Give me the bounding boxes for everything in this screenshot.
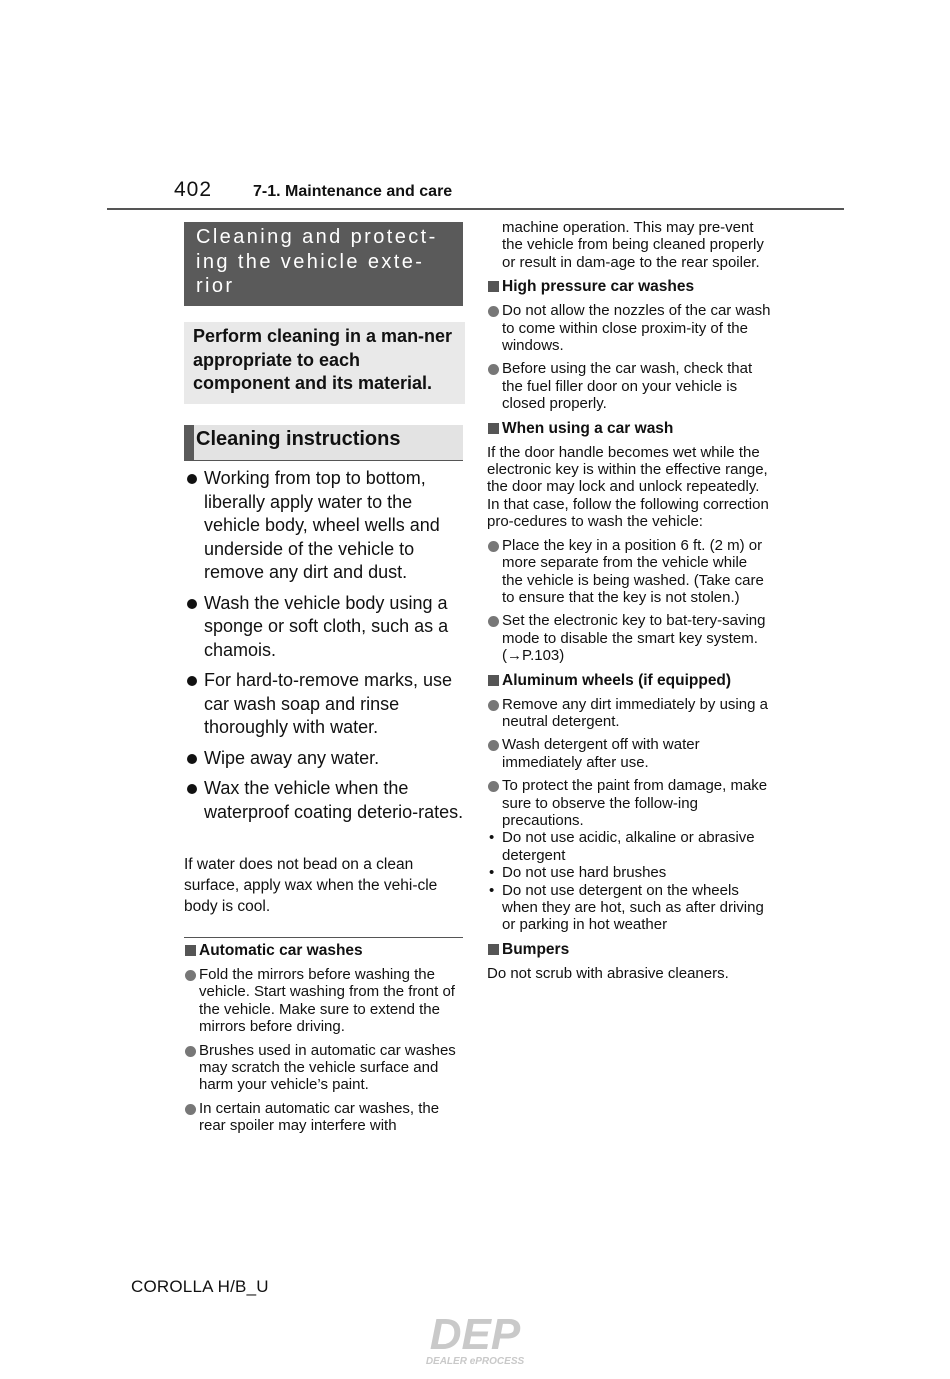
circle-bullet-icon — [185, 970, 196, 981]
automatic-list — [184, 966, 469, 1135]
chapter-heading-box — [184, 222, 463, 306]
car-wash-list — [487, 537, 772, 665]
subheading-box — [184, 425, 463, 461]
bullet-icon — [187, 676, 197, 686]
circle-bullet-icon — [488, 306, 499, 317]
section-divider — [184, 937, 463, 938]
list-item: • Do not use detergent on the wheels when they are hot, such as after driving or parking in hot weather — [489, 881, 764, 934]
circle-bullet-icon — [488, 781, 499, 792]
lead-box — [184, 322, 465, 404]
right-column — [487, 219, 772, 982]
wax-note: If water does not bead on a clean surface, apply wax when the vehi-cle body is cool. — [184, 856, 438, 915]
list-item: Before using the car wash, check that the fuel filler door on your vehicle is closed properly. — [487, 360, 772, 412]
square-bullet-icon — [488, 675, 499, 686]
list-item: Set the electronic key to bat-tery-saving mode to disable the smart key system. (→P.103) — [487, 612, 772, 664]
aluminum-list — [487, 696, 772, 830]
list-item: Wax the vehicle when the waterproof coating deterio-rates. — [184, 777, 469, 824]
bullet-icon — [187, 784, 197, 794]
logo-mark: DEP — [429, 1311, 521, 1359]
circle-bullet-icon — [185, 1046, 196, 1057]
dealer-eprocess-logo — [404, 1311, 546, 1367]
circle-bullet-icon — [488, 616, 499, 627]
list-item: For hard-to-remove marks, use car wash soap and rinse thoroughly with water. — [184, 669, 469, 740]
header-rule — [107, 208, 844, 210]
list-item: Wash the vehicle body using a sponge or soft cloth, such as a chamois. — [184, 592, 469, 663]
section-title: 7-1. Maintenance and care — [253, 183, 453, 200]
dot-bullet-icon: • — [489, 881, 495, 899]
bullet-icon — [187, 474, 197, 484]
list-item: To protect the paint from damage, make sure to observe the follow-ing precautions. — [487, 777, 772, 829]
list-item: Wash detergent off with water immediately after use. — [487, 736, 772, 771]
circle-bullet-icon — [185, 1104, 196, 1115]
list-item: Remove any dirt immediately by using a neutral detergent. — [487, 696, 772, 731]
list-item: Do not allow the nozzles of the car wash to come within close proxim-ity of the windows. — [487, 302, 772, 354]
list-item: • Do not use acidic, alkaline or abrasive detergent — [489, 829, 755, 864]
square-bullet-icon — [488, 281, 499, 292]
list-item: Brushes used in automatic car washes may scratch the vehicle surface and harm your vehicle’s paint. — [184, 1042, 469, 1094]
precautions-list — [487, 829, 772, 933]
car-wash-title: When using a car wash — [487, 419, 772, 438]
page-number: 402 — [174, 178, 213, 201]
list-item: • Do not use hard brushes — [489, 864, 667, 882]
automatic-continued: machine operation. This may pre-vent the vehicle from being cleaned properly or result in dam-age to the rear spoiler. — [502, 219, 764, 271]
bumpers-title: Bumpers — [487, 940, 772, 959]
automatic-title: Automatic car washes — [184, 941, 469, 960]
chapter-heading: Cleaning and protect-ing the vehicle exte-rior — [196, 226, 438, 297]
automatic-section — [184, 941, 469, 1141]
car-wash-intro: If the door handle becomes wet while the electronic key is within the effective range, the door may lock and unlock repeatedly. In that case, follow the following correction pro-cedures to wash the vehicle: — [487, 443, 769, 531]
logo-tagline: DEALER ePROCESS — [425, 1356, 525, 1367]
list-item: In certain automatic car washes, the rear spoiler may interfere with — [184, 1100, 469, 1135]
bumpers-text: Do not scrub with abrasive cleaners. — [487, 964, 729, 982]
list-item: Place the key in a position 6 ft. (2 m) or more separate from the vehicle while the vehicle is being washed. (Take care to ensure that the key is not stolen.) — [487, 537, 772, 607]
circle-bullet-icon — [488, 740, 499, 751]
bullet-icon — [187, 754, 197, 764]
lead-text: Perform cleaning in a man-ner appropriate to each component and its material. — [193, 326, 453, 393]
footer-model: COROLLA H/B_U — [131, 1277, 269, 1296]
square-bullet-icon — [488, 944, 499, 955]
list-item: Wipe away any water. — [184, 747, 469, 771]
bullet-icon — [187, 599, 197, 609]
circle-bullet-icon — [488, 700, 499, 711]
instructions-list — [184, 467, 469, 831]
aluminum-title: Aluminum wheels (if equipped) — [487, 671, 772, 690]
dot-bullet-icon: • — [489, 829, 495, 847]
dot-bullet-icon: • — [489, 864, 495, 882]
list-item: Working from top to bottom, liberally apply water to the vehicle body, wheel wells and underside of the vehicle to remove any dirt and dust. — [184, 467, 469, 585]
high-pressure-title: High pressure car washes — [487, 277, 772, 296]
high-pressure-list — [487, 302, 772, 412]
square-bullet-icon — [488, 423, 499, 434]
list-item: Fold the mirrors before washing the vehicle. Start washing from the front of the vehicle. Make sure to extend the mirrors before driving. — [184, 966, 469, 1036]
square-bullet-icon — [185, 945, 196, 956]
subheading: Cleaning instructions — [196, 428, 401, 450]
circle-bullet-icon — [488, 541, 499, 552]
circle-bullet-icon — [488, 364, 499, 375]
